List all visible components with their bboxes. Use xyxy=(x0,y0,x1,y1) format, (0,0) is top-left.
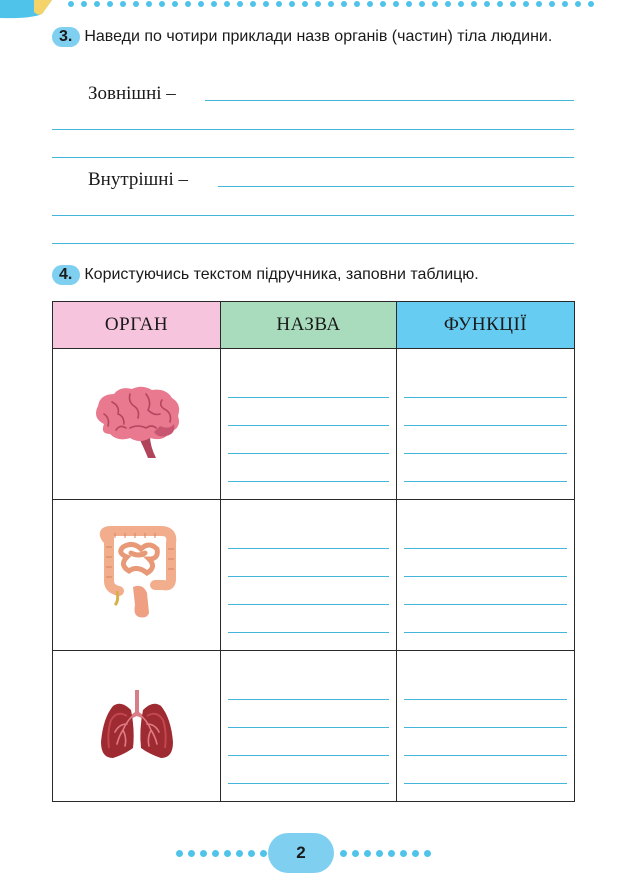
answer-line[interactable] xyxy=(52,157,574,158)
header-functions: ФУНКЦІЇ xyxy=(397,302,575,349)
decorative-dot xyxy=(289,1,295,7)
decorative-dot xyxy=(107,1,113,7)
brain-icon xyxy=(90,384,184,460)
decorative-dot xyxy=(315,1,321,7)
decorative-dot xyxy=(380,1,386,7)
organ-image-cell xyxy=(53,651,221,802)
page-footer xyxy=(0,833,618,873)
decorative-dot xyxy=(352,850,359,857)
decorative-dot xyxy=(198,1,204,7)
decorative-dot xyxy=(340,850,347,857)
task-3-number: 3. xyxy=(52,27,80,47)
answer-lines xyxy=(228,548,389,660)
functions-answer-cell[interactable] xyxy=(397,651,575,802)
decorative-dot xyxy=(354,1,360,7)
decorative-dot xyxy=(424,850,431,857)
decorative-dot xyxy=(400,850,407,857)
decorative-dot xyxy=(393,1,399,7)
decorative-dot xyxy=(432,1,438,7)
decorative-dot xyxy=(68,1,74,7)
answer-lines xyxy=(228,699,389,811)
decorative-dot xyxy=(94,1,100,7)
pencil-decoration-icon xyxy=(0,0,60,20)
decorative-dot xyxy=(224,1,230,7)
decorative-dot xyxy=(523,1,529,7)
answer-lines xyxy=(404,699,567,811)
table-row xyxy=(53,349,575,500)
decorative-dot xyxy=(172,1,178,7)
decorative-dot xyxy=(471,1,477,7)
decorative-dot xyxy=(276,1,282,7)
task-4-number: 4. xyxy=(52,265,80,285)
decorative-dot xyxy=(367,1,373,7)
decorative-dot xyxy=(133,1,139,7)
header-name: НАЗВА xyxy=(221,302,397,349)
table-row xyxy=(53,500,575,651)
answer-lines xyxy=(228,397,389,509)
decorative-dot xyxy=(419,1,425,7)
table-row xyxy=(53,651,575,802)
decorative-dot xyxy=(81,1,87,7)
table-header-row xyxy=(53,302,575,349)
task-3 xyxy=(52,26,574,48)
decorative-dot xyxy=(211,1,217,7)
decorative-dot xyxy=(562,1,568,7)
decorative-dot xyxy=(263,1,269,7)
footer-dots-left xyxy=(176,850,267,857)
decorative-dot xyxy=(575,1,581,7)
header-organ: ОРГАН xyxy=(53,302,221,349)
answer-line[interactable] xyxy=(218,186,574,187)
task-4 xyxy=(52,264,574,286)
decorative-dot xyxy=(445,1,451,7)
decorative-dot xyxy=(200,850,207,857)
decorative-dot xyxy=(146,1,152,7)
decorative-dot xyxy=(497,1,503,7)
decorative-dot xyxy=(302,1,308,7)
internal-organs-label: Внутрішні – xyxy=(88,169,188,190)
organ-image-cell xyxy=(53,500,221,651)
decorative-dot xyxy=(236,850,243,857)
decorative-dot xyxy=(458,1,464,7)
decorative-dot xyxy=(185,1,191,7)
decorative-dot xyxy=(250,1,256,7)
functions-answer-cell[interactable] xyxy=(397,500,575,651)
decorative-dot xyxy=(248,850,255,857)
decorative-dot xyxy=(341,1,347,7)
footer-dots-right xyxy=(340,850,431,857)
decorative-dot xyxy=(237,1,243,7)
organ-image-cell xyxy=(53,349,221,500)
functions-answer-cell[interactable] xyxy=(397,349,575,500)
decorative-dot xyxy=(549,1,555,7)
page-number: 2 xyxy=(268,833,334,873)
decorative-dot xyxy=(406,1,412,7)
answer-line[interactable] xyxy=(52,243,574,244)
answer-lines xyxy=(404,548,567,660)
decorative-dot xyxy=(260,850,267,857)
decorative-dot xyxy=(176,850,183,857)
answer-line[interactable] xyxy=(52,129,574,130)
decorative-dot xyxy=(364,850,371,857)
decorative-dot xyxy=(388,850,395,857)
answer-line[interactable] xyxy=(205,100,574,101)
lungs-icon xyxy=(97,686,177,762)
decorative-dot xyxy=(412,850,419,857)
decorative-dot xyxy=(536,1,542,7)
name-answer-cell[interactable] xyxy=(221,651,397,802)
decorative-dot xyxy=(188,850,195,857)
organs-table xyxy=(52,301,575,802)
decorative-dot xyxy=(212,850,219,857)
decorative-dot xyxy=(376,850,383,857)
decorative-dot xyxy=(510,1,516,7)
task-3-text: Наведи по чотири приклади назв органів (частин) тіла людини. xyxy=(84,28,553,45)
decorative-dot xyxy=(120,1,126,7)
task-4-text: Користуючись текстом підручника, заповни таблицю. xyxy=(84,266,479,283)
name-answer-cell[interactable] xyxy=(221,500,397,651)
decorative-dot xyxy=(224,850,231,857)
name-answer-cell[interactable] xyxy=(221,349,397,500)
decorative-dot xyxy=(588,1,594,7)
answer-lines xyxy=(404,397,567,509)
decorative-dot xyxy=(159,1,165,7)
external-organs-label: Зовнішні – xyxy=(88,83,176,104)
answer-line[interactable] xyxy=(52,215,574,216)
intestines-icon xyxy=(97,525,177,621)
decorative-dot xyxy=(484,1,490,7)
top-dot-border xyxy=(68,1,594,7)
decorative-dot xyxy=(328,1,334,7)
